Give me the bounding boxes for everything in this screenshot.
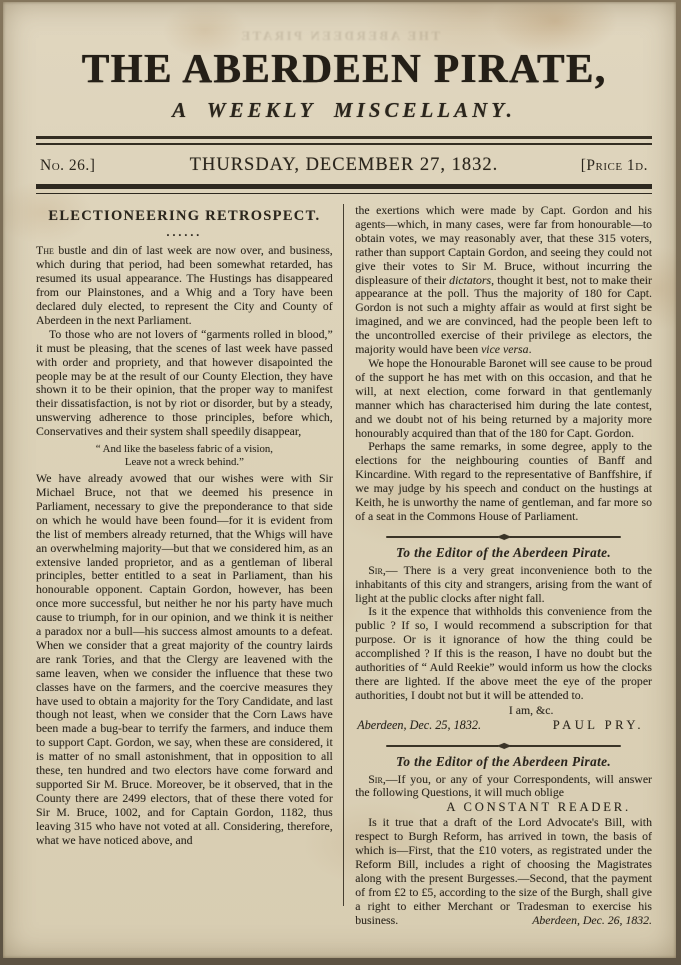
- letter-signoff-row: [355, 719, 652, 733]
- letter-paragraph: Sir,—If you, or any of your Correspondents, will answer the following Questions, it will much oblige: [355, 771, 652, 800]
- article-headline: ELECTIONEERING RETROSPECT.: [48, 208, 321, 224]
- newspaper-subtitle: A WEEKLY MISCELLANY.: [172, 98, 516, 122]
- quote-line: Leave not a wreck behind.”: [124, 456, 244, 469]
- newspaper-title: THE ABERDEEN PIRATE,: [81, 45, 607, 91]
- letter-paragraph: Sir,— There is a very great inconvenience both to the inhabitants of this city and strangers, arising from the want of light at the public clocks after night fall.: [355, 562, 652, 605]
- section-divider: [386, 533, 621, 541]
- article-paragraph: Perhaps the same remarks, in some degree, apply to the elections for the neighbouring counties of Banff and Kincardine. With regard to the representative of Banffshire, if we may judge by his speech and conduct on the hustings at Keith, he is unworthy the name of gentleman, and far more so of a seat in the Commons House of Parliament.: [355, 439, 652, 523]
- letter-heading: To the Editor of the Aberdeen Pirate.: [396, 544, 612, 560]
- divider-ornament-icon: ◆: [496, 740, 512, 750]
- article-paragraph: the exertions which were made by Capt. Gordon and his agents—which, in many cases, were far from honourable—to obtain votes, we may reasonably aver, that these 315 voters, rather than support Captain Gordon, and seeing they could not give their votes to Sir M. Bruce, without incurring the displeasure of their dictators, thought it best, not to make their appearance at the poll. Thus the majority of 180 for Capt. Gordon is not such a mighty affair as would at first sight be imagined, and we are convinced, had the people been left to the uncontrolled exercise of their privilege as electors, the majority would have been vice versa.: [355, 203, 652, 357]
- divider-ornament-icon: ◆: [496, 531, 512, 541]
- article-paragraph: We hope the Honourable Baronet will see cause to be proud of the support he has met with on this occasion, and that he will, at next election, come forward in that gentlemanly manner which has characterised him during the late contest, and we doubt not of his being returned by a majority more honourably acquired than that of the 180 for Capt. Gordon.: [355, 355, 652, 440]
- double-rule-top: [36, 136, 652, 145]
- quote-line: “ And like the baseless fabric of a vision,: [95, 443, 273, 456]
- dateline-row: [36, 145, 652, 184]
- letter-paragraph: Is it the expence that withholds this convenience from the public ? If so, I would recommend a subscription for that purpose. Or is it ignorance of how the thing could be accomplished ? If this is the reason, I have no doubt but the authorities of “ Auld Reekie” would inform us how the clocks there are lighted. If the above meet the eye of the proper authorities, I doubt not but it will be attended to.: [355, 604, 652, 702]
- double-rule-bottom: [36, 184, 652, 194]
- publication-date: THURSDAY, DECEMBER 27, 1832.: [189, 155, 499, 175]
- headline-dots: ......: [166, 225, 203, 240]
- newspaper-page: [3, 2, 676, 958]
- letter-signature: PAUL PRY.: [552, 717, 644, 732]
- letter-correspondent-name: A CONSTANT READER.: [446, 800, 631, 815]
- column-layout: [36, 204, 652, 928]
- price-label: [Price 1d.: [580, 157, 648, 174]
- article-paragraph: We have already avowed that our wishes were with Sir Michael Bruce, not that we deemed his presence in Parliament, necessary to give the preponderance to that side on which he would have been found—for it is evident from the list of members already returned, that the Whigs will have an overwhelming majority—but that we considered him, as an extensive landed proprietor, and as a gentleman of liberal principles, better entitled to a seat in Parliament, than his honourable opponent. Captain Gordon, however, has been once more successful, but neither he nor his party have much cause to triumph, for in our opinion, and we think it is neither a paradox nor a bull—his success almost amounts to a defeat. When we consider that a great majority of the country lairds are rank Tories, and that the Clergy are leavened with the same leaven, when we consider the influence that these two classes have on the farmers, and the coercive measures they have used to obtain a majority for the Tory Candidate, and last though not least, when we consider that the Corn Laws have been made a bug-bear to terrify the farmers, and induce them to support Capt. Gordon, we say, when these are considered, it is matter of no small astonishment, that in opposition to all these, ten hundred and two electors have come forward and supported Sir M. Bruce. Moreover, be it observed, that in the County there are 2499 electors, that of these there voted for Sir M. Bruce, 1002, and for Captain Gordon, 1182, thus leaving 315 who have not voted at all. Considering, therefore, what we have noticed above, and: [36, 471, 333, 847]
- article-paragraph: The bustle and din of last week are now over, and business, which during that period, had been somewhat retarded, has resumed its usual appearance. The Hustings has disappeared from our Plainstones, and a Whig and a Tory have been declared duly elected, to represent the City and County of Aberdeen in the next Parliament.: [36, 243, 333, 327]
- verse-quotation: [36, 443, 333, 469]
- letter-valediction: I am, &c.: [508, 702, 554, 717]
- right-column: [344, 204, 652, 928]
- show-through-ghost-text: THE ABERDEEN PIRATE: [238, 28, 441, 43]
- letter-paragraph: Is it true that a draft of the Lord Advocate's Bill, with respect to Burgh Reform, has arrived in town, the basis of which is—First, that the £10 voters, as registrated under the Reform Bill, includes a right of choosing the Magistrates along with the present Burgesses.—Second, that the payment of from £2 to £5, according to the size of the Burgh, shall give a right to either Merchant or Tradesman to exercise his business. Aberdeen, Dec. 26, 1832.: [355, 815, 652, 927]
- article-paragraph: To those who are not lovers of “garments rolled in blood,” it must be pleasing, that the scenes of last week have passed with order and propriety, and that however disapointed the people may be at the result of our County Election, they have shown it to be their opinion, that the proper way to manifest their dissatisfaction, is not by riot or disorder, but by a steady, unswerving adherence to those principles, before which, Conservatives and their system shall speedily disappear,: [36, 326, 333, 439]
- left-column: [36, 204, 343, 928]
- letter-place-date: Aberdeen, Dec. 25, 1832.: [357, 717, 482, 732]
- issue-number: No. 26.]: [40, 157, 96, 174]
- section-divider: [386, 742, 621, 750]
- letter-heading: To the Editor of the Aberdeen Pirate.: [396, 753, 612, 769]
